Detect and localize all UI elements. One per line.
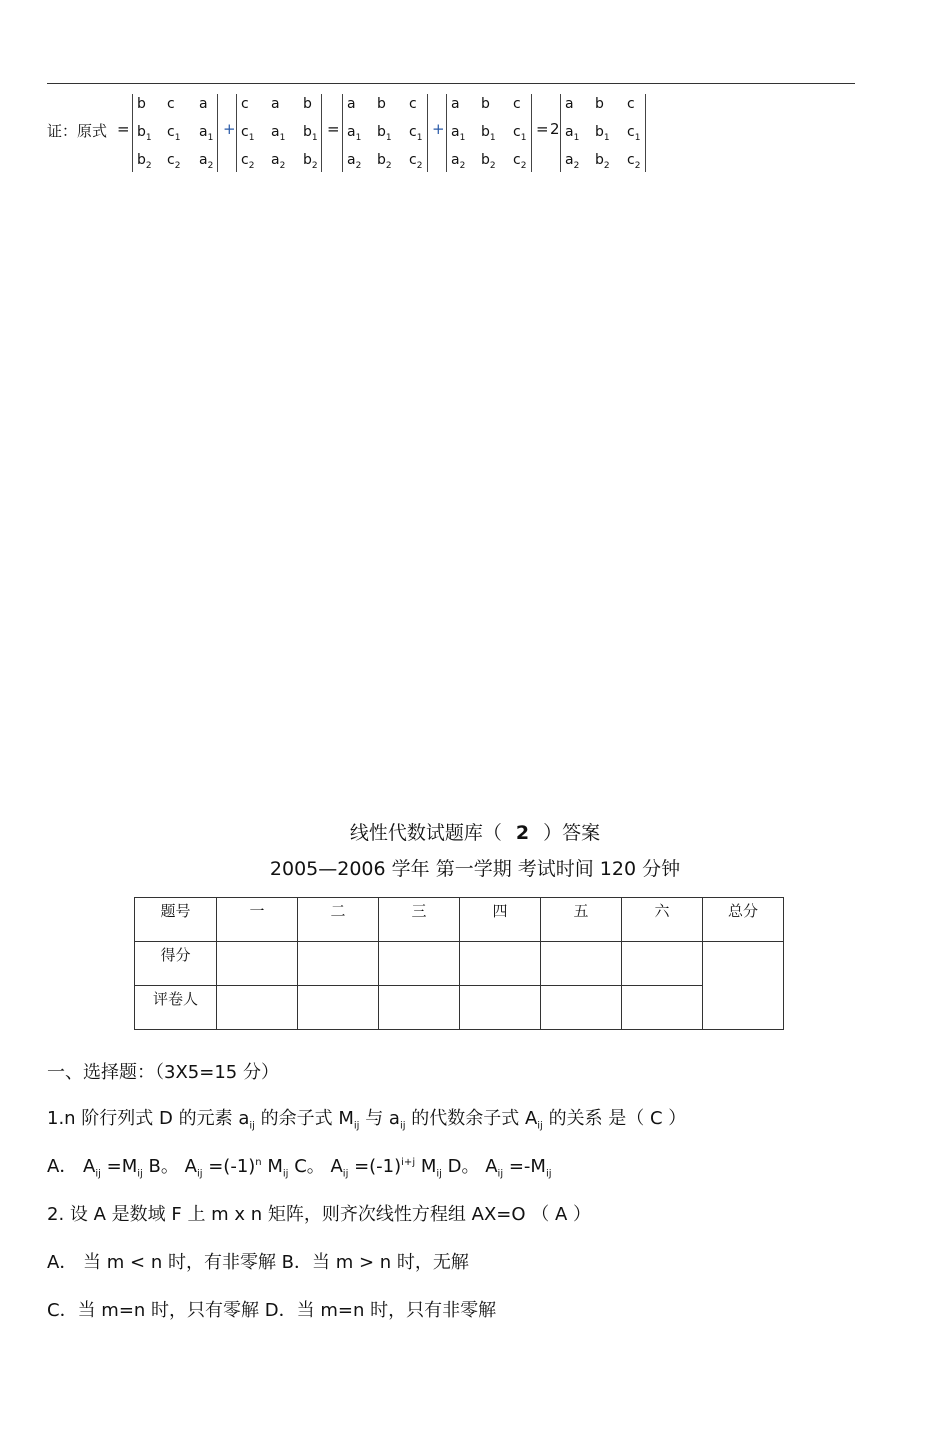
matrix-entry: b <box>377 96 386 112</box>
exam-title <box>0 818 950 845</box>
determinant-4 <box>446 94 532 172</box>
title-left: 线性代数试题库（ <box>349 822 502 844</box>
table-header: 六 <box>622 898 703 942</box>
equals-sign: = <box>536 120 549 138</box>
score-cell[interactable] <box>298 942 379 986</box>
option-b: B。 A <box>142 1156 197 1177</box>
matrix-entry: $a_1$ <box>199 124 214 143</box>
matrix-entry: $c_1$ <box>513 124 527 143</box>
table-header: 总分 <box>703 898 784 942</box>
matrix-entry: $b_1$ <box>481 124 496 143</box>
title-right: ）答案 <box>543 822 601 844</box>
grader-cell[interactable] <box>298 986 379 1030</box>
question-2: 2. 设 A 是数域 F 上 m x n 矩阵，则齐次线性方程组 AX=O （ A ） <box>47 1204 592 1225</box>
matrix-entry: $c_1$ <box>627 124 641 143</box>
plus-sign: + <box>432 120 445 138</box>
score-header-row <box>135 898 784 942</box>
matrix-entry: a <box>199 96 208 112</box>
matrix-entry: $a_1$ <box>565 124 580 143</box>
table-row <box>135 942 784 986</box>
matrix-entry: c <box>167 96 175 112</box>
matrix-entry: b <box>481 96 490 112</box>
matrix-entry: $c_2$ <box>167 152 181 171</box>
matrix-entry: $a_1$ <box>271 124 286 143</box>
equals-sign: = <box>327 120 340 138</box>
q1-sub: ij <box>537 1120 543 1132</box>
matrix-entry: b <box>303 96 312 112</box>
determinant-3 <box>342 94 428 172</box>
table-header: 五 <box>541 898 622 942</box>
option-b: M <box>261 1156 283 1177</box>
determinant-2 <box>236 94 322 172</box>
matrix-entry: $c_2$ <box>241 152 255 171</box>
table-header: 四 <box>460 898 541 942</box>
table-header: 一 <box>217 898 298 942</box>
matrix-entry: b <box>595 96 604 112</box>
opt-sub: ij <box>196 1168 203 1180</box>
matrix-entry: $c_1$ <box>241 124 255 143</box>
row-label: 得分 <box>135 942 217 986</box>
matrix-entry: $b_1$ <box>377 124 392 143</box>
q1-sub: ij <box>249 1120 255 1132</box>
matrix-entry: c <box>627 96 635 112</box>
grader-cell[interactable] <box>217 986 298 1030</box>
matrix-entry: $c_2$ <box>409 152 423 171</box>
q1-text: 的余子式 M <box>254 1108 354 1129</box>
matrix-entry: a <box>271 96 280 112</box>
grader-cell[interactable] <box>460 986 541 1030</box>
matrix-entry: $b_2$ <box>303 152 318 171</box>
q1-sub: ij <box>353 1120 360 1132</box>
option-c: M <box>415 1156 437 1177</box>
opt-sub: ij <box>282 1168 289 1180</box>
score-cell[interactable] <box>541 942 622 986</box>
exam-subtitle: 2005—2006 学年 第一学期 考试时间 120 分钟 <box>269 858 681 880</box>
matrix-entry: $a_2$ <box>451 152 466 171</box>
opt-sub: ij <box>95 1168 101 1180</box>
matrix-entry: $c_1$ <box>409 124 423 143</box>
question-1-options <box>47 1152 552 1180</box>
matrix-entry: $a_1$ <box>451 124 466 143</box>
matrix-entry: $c_1$ <box>167 124 181 143</box>
option-b: =(-1) <box>202 1156 256 1177</box>
q1-text: 1.n 阶行列式 D 的元素 a <box>47 1108 250 1129</box>
option-d: D。 A <box>441 1156 498 1177</box>
row-label: 评卷人 <box>135 986 217 1030</box>
coefficient-two: 2 <box>550 120 560 138</box>
opt-sub: ij <box>342 1168 349 1180</box>
grader-cell[interactable] <box>622 986 703 1030</box>
score-cell[interactable] <box>622 942 703 986</box>
q1-text: 的代数余子式 A <box>405 1108 538 1129</box>
matrix-entry: a <box>451 96 460 112</box>
matrix-entry: $a_1$ <box>347 124 362 143</box>
equals-sign: = <box>117 120 130 138</box>
proof-label: 证：原式 <box>47 122 108 140</box>
determinant-5 <box>560 94 646 172</box>
opt-sup: i+j <box>401 1157 416 1168</box>
matrix-entry: $b_2$ <box>481 152 496 171</box>
score-cell[interactable] <box>379 942 460 986</box>
table-header: 三 <box>379 898 460 942</box>
matrix-entry: b <box>137 96 146 112</box>
option-a: A． A <box>47 1156 96 1177</box>
matrix-entry: a <box>347 96 356 112</box>
table-row <box>135 986 784 1030</box>
opt-sup: n <box>255 1157 262 1168</box>
matrix-entry: c <box>241 96 249 112</box>
q1-text: 与 a <box>359 1108 400 1129</box>
matrix-entry: $a_2$ <box>271 152 286 171</box>
q1-text: 的关系 是（ C ） <box>542 1108 687 1129</box>
question-2-options-cd: C．当 m=n 时，只有零解 D．当 m=n 时，只有非零解 <box>47 1300 497 1321</box>
question-1 <box>47 1104 686 1132</box>
top-rule <box>47 83 855 84</box>
opt-sub: ij <box>497 1168 504 1180</box>
determinant-1 <box>132 94 218 172</box>
plus-sign: + <box>223 120 236 138</box>
option-c: =(-1) <box>348 1156 402 1177</box>
matrix-entry: $b_2$ <box>377 152 392 171</box>
matrix-entry: c <box>513 96 521 112</box>
matrix-entry: $b_1$ <box>137 124 152 143</box>
matrix-entry: $c_2$ <box>513 152 527 171</box>
grader-cell[interactable] <box>379 986 460 1030</box>
grader-cell[interactable] <box>541 986 622 1030</box>
opt-sub: ij <box>137 1168 143 1180</box>
section-heading: 一、选择题：（3X5=15 分） <box>47 1062 279 1083</box>
question-2-options-ab: A． 当 m < n 时，有非零解 B．当 m > n 时，无解 <box>47 1252 469 1273</box>
option-a: =M <box>100 1156 138 1177</box>
title-number: 2 <box>515 822 530 844</box>
total-score-cell[interactable] <box>703 942 784 1030</box>
q1-sub: ij <box>399 1120 406 1132</box>
matrix-entry: $a_2$ <box>347 152 362 171</box>
table-header: 题号 <box>135 898 217 942</box>
matrix-entry: $c_2$ <box>627 152 641 171</box>
option-d: =-M <box>503 1156 546 1177</box>
matrix-entry: c <box>409 96 417 112</box>
matrix-entry: $a_2$ <box>199 152 214 171</box>
matrix-entry: a <box>565 96 574 112</box>
opt-sub: ij <box>545 1168 552 1180</box>
opt-sub: ij <box>436 1168 442 1180</box>
score-cell[interactable] <box>217 942 298 986</box>
matrix-entry: $b_2$ <box>137 152 152 171</box>
score-cell[interactable] <box>460 942 541 986</box>
matrix-entry: $b_2$ <box>595 152 610 171</box>
matrix-entry: $b_1$ <box>595 124 610 143</box>
matrix-entry: $a_2$ <box>565 152 580 171</box>
table-header: 二 <box>298 898 379 942</box>
option-c: C。 A <box>288 1156 343 1177</box>
matrix-entry: $b_1$ <box>303 124 318 143</box>
score-table <box>134 897 784 1030</box>
